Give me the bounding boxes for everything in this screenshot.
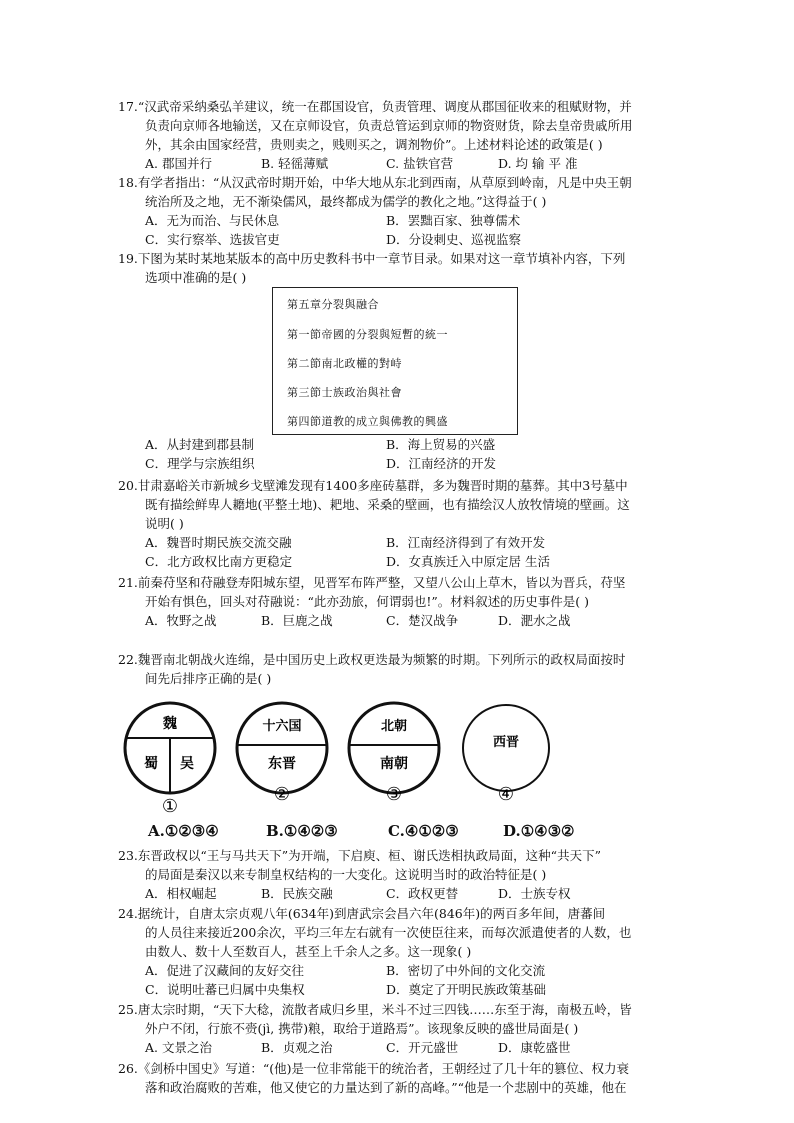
question-17-line-2: 负责向京师各地输送，又在京师设官，负责总管运到京师的物资财货，除去皇帝贵戚所用	[145, 118, 633, 133]
option-a[interactable]: A．从封建到郡县制	[145, 437, 255, 452]
option-c[interactable]: C．说明吐蕃已归属中央集权	[145, 982, 305, 997]
question-19-line-2: 选项中准确的是( )	[145, 270, 247, 285]
toc-section-1: 第一節帝國的分裂與短暫的統一	[287, 328, 448, 341]
question-21-number: 21.	[118, 575, 138, 590]
question-19-options-row-2	[118, 454, 670, 473]
option-c[interactable]: C．开元盛世	[386, 1040, 459, 1055]
option-d[interactable]: D．奠定了开明民族政策基础	[386, 982, 547, 997]
option-b[interactable]: B.①④②③	[266, 822, 338, 840]
toc-section-2: 第二節南北政權的對峙	[287, 357, 402, 370]
question-18-line-1: 18.有学者指出：“从汉武帝时期开始，中华大地从东北到西南，从草原到岭南，凡是中央王朝	[118, 175, 632, 190]
option-b[interactable]: B．密切了中外间的文化交流	[386, 963, 546, 978]
question-17-line-1: 17.“汉武帝采纳桑弘羊建议，统一在郡国设官，负责管理、调度从郡国征收来的租赋财物，并	[118, 99, 632, 114]
question-25	[118, 1000, 670, 1057]
question-19	[118, 249, 670, 287]
question-18-line-2: 统治所及之地，无不渐染儒风，最终都成为儒学的教化之地。”这得益于( )	[145, 194, 547, 209]
question-24	[118, 904, 670, 999]
question-20-options-row-1	[118, 533, 670, 552]
question-25-line-1: 25.唐太宗时期，“天下大稔，流散者咸归乡里，米斗不过三四钱……东至于海，南极五岭，皆	[118, 1002, 632, 1017]
question-20-line-3: 说明( )	[145, 516, 184, 531]
question-26-line-2: 落和政治腐败的苦难，他又使它的力量达到了新的高峰。”“他是一个悲剧中的英雄，他在	[145, 1080, 627, 1095]
question-24-options-row-2	[118, 980, 670, 999]
diagram-3-region-1: 北朝	[380, 719, 408, 734]
question-20-options-row-2	[118, 552, 670, 571]
option-a[interactable]: A. 文景之治	[145, 1040, 212, 1055]
option-a[interactable]: A．魏晋时期民族交流交融	[145, 535, 292, 550]
question-25-options	[118, 1038, 670, 1057]
option-d[interactable]: D．分设刺史、巡视监察	[386, 232, 522, 247]
option-b[interactable]: B．江南经济得到了有效开发	[386, 535, 546, 550]
question-18-options-row-1	[118, 211, 670, 230]
question-19-options-row-1	[118, 435, 670, 454]
diagram-1-label: ①	[161, 796, 179, 817]
diagram-4-region-1: 西晋	[492, 735, 520, 750]
diagram-2-label: ②	[273, 784, 291, 805]
option-c[interactable]: C.④①②③	[388, 822, 459, 840]
textbook-toc-box	[272, 287, 518, 435]
question-19-number: 19.	[118, 251, 138, 266]
diagram-1	[125, 703, 215, 817]
question-22-number: 22.	[118, 652, 138, 667]
question-17-options	[118, 154, 670, 173]
option-a[interactable]: A. 郡国并行	[145, 156, 212, 171]
option-b[interactable]: B．罢黜百家、独尊儒术	[386, 213, 521, 228]
option-d[interactable]: D. 均 输 平 准	[498, 156, 578, 171]
question-23-options	[118, 884, 670, 903]
question-20-number: 20.	[118, 478, 138, 493]
question-23	[118, 846, 670, 903]
option-d[interactable]: D．康乾盛世	[498, 1040, 571, 1055]
option-c[interactable]: C．实行察举、选拔官吏	[145, 232, 280, 247]
question-17-number: 17.	[118, 99, 138, 114]
question-22	[118, 650, 670, 688]
option-c[interactable]: C．理学与宗族组织	[145, 456, 255, 471]
question-18	[118, 173, 670, 249]
question-17	[118, 97, 670, 173]
option-a[interactable]: A．相权崛起	[145, 886, 217, 901]
diagram-2	[237, 703, 327, 805]
option-c[interactable]: C. 盐铁官营	[386, 156, 454, 171]
diagram-1-region-1: 魏	[163, 716, 177, 732]
option-c[interactable]: C．北方政权比南方更稳定	[145, 554, 293, 569]
option-a[interactable]: A．促进了汉藏间的友好交往	[145, 963, 305, 978]
question-22-options	[148, 822, 628, 844]
question-24-line-2: 的人员往来接近200余次，平均三年左右就有一次使臣往来，而每次派遣使者的人数，也	[145, 925, 632, 940]
question-21-line-2: 开始有惧色，回头对苻融说：“此亦劲旅，何谓弱也!”。材料叙述的历史事件是( )	[145, 594, 590, 609]
question-23-line-1: 23.东晋政权以“王与马共天下”为开端，下启庾、桓、谢氏迭相执政局面，这种“共天下”	[118, 848, 601, 863]
question-18-options-row-2	[118, 230, 670, 249]
question-25-number: 25.	[118, 1002, 138, 1017]
question-21-options	[118, 611, 670, 630]
option-b[interactable]: B．巨鹿之战	[261, 613, 333, 628]
question-23-line-2: 的局面是秦汉以来专制皇权结构的一大变化。这说明当时的政治特征是( )	[145, 867, 547, 882]
option-c[interactable]: C．楚汉战争	[386, 613, 459, 628]
question-24-options-row-1	[118, 961, 670, 980]
option-d[interactable]: D．江南经济的开发	[386, 456, 497, 471]
option-b[interactable]: B．贞观之治	[261, 1040, 333, 1055]
option-b[interactable]: B. 轻徭薄赋	[261, 156, 329, 171]
regime-diagrams	[0, 700, 794, 820]
toc-chapter: 第五章分裂與融合	[287, 298, 379, 311]
option-b[interactable]: B．民族交融	[261, 886, 333, 901]
diagram-4	[463, 705, 549, 805]
question-19-line-1: 19.下图为某时某地某版本的高中历史教科书中一章节目录。如果对这一章节填补内容，下列	[118, 251, 626, 266]
toc-section-4: 第四節道教的成立與佛教的興盛	[287, 415, 448, 428]
question-25-line-2: 外户不闭，行旅不赍(jì, 携带)粮，取给于道路焉”。该现象反映的盛世局面是( )	[145, 1021, 579, 1036]
option-d[interactable]: D．士族专权	[498, 886, 571, 901]
option-c[interactable]: C．政权更替	[386, 886, 459, 901]
diagram-3	[349, 703, 439, 805]
question-20-line-2: 既有描绘鲜卑人耱地(平整土地)、耙地、采桑的壁画，也有描绘汉人放牧情境的壁画。这	[145, 497, 630, 512]
question-24-line-1: 24.据统计，自唐太宗贞观八年(634年)到唐武宗会昌六年(846年)的两百多年间，唐蕃间	[118, 906, 606, 921]
toc-section-3: 第三節士族政治與社會	[287, 386, 402, 399]
diagram-4-label: ④	[497, 784, 515, 805]
question-21	[118, 573, 670, 630]
question-22-line-2: 间先后排序正确的是( )	[145, 671, 272, 686]
diagram-2-region-1: 十六国	[262, 719, 302, 734]
question-20-line-1: 20.甘肃嘉峪关市新城乡戈壁滩发现有1400多座砖墓群，多为魏晋时期的墓葬。其中3号墓中	[118, 478, 628, 493]
question-26-line-1: 26.《剑桥中国史》写道：“(他)是一位非常能干的统治者，王朝经过了几十年的篡位、权力衰	[118, 1061, 630, 1076]
question-26-number: 26.	[118, 1061, 138, 1076]
question-18-number: 18.	[118, 175, 138, 190]
question-21-line-1: 21.前秦苻坚和苻融登寿阳城东望，见晋军布阵严整，又望八公山上草木，皆以为晋兵，苻坚	[118, 575, 626, 590]
diagram-3-label: ③	[385, 784, 403, 805]
question-24-line-3: 由数人、数十人至数百人，甚至上千余人之多。这一现象( )	[145, 944, 472, 959]
option-d[interactable]: D．女真族迁入中原定居 生活	[386, 554, 550, 569]
option-d[interactable]: D.①④③②	[503, 822, 575, 840]
question-20	[118, 476, 670, 571]
option-a[interactable]: A．牧野之战	[145, 613, 217, 628]
diagram-3-region-2: 南朝	[380, 756, 408, 772]
question-22-line-1: 22.魏晋南北朝战火连绵，是中国历史上政权更迭最为频繁的时期。下列所示的政权局面按时	[118, 652, 626, 667]
question-24-number: 24.	[118, 906, 138, 921]
option-a[interactable]: A.①②③④	[148, 822, 219, 840]
diagram-1-region-3: 吴	[180, 756, 194, 772]
option-d[interactable]: D．淝水之战	[498, 613, 571, 628]
option-a[interactable]: A．无为而治、与民休息	[145, 213, 280, 228]
question-19-options	[118, 435, 670, 473]
option-b[interactable]: B．海上贸易的兴盛	[386, 437, 496, 452]
question-23-number: 23.	[118, 848, 138, 863]
diagram-2-region-2: 东晋	[268, 756, 296, 772]
diagram-1-region-2: 蜀	[144, 756, 158, 772]
question-17-line-3: 外，其余由国家经营，贵则卖之，贱则买之，调剂物价”。上述材料论述的政策是( )	[145, 137, 603, 152]
question-26	[118, 1059, 670, 1097]
